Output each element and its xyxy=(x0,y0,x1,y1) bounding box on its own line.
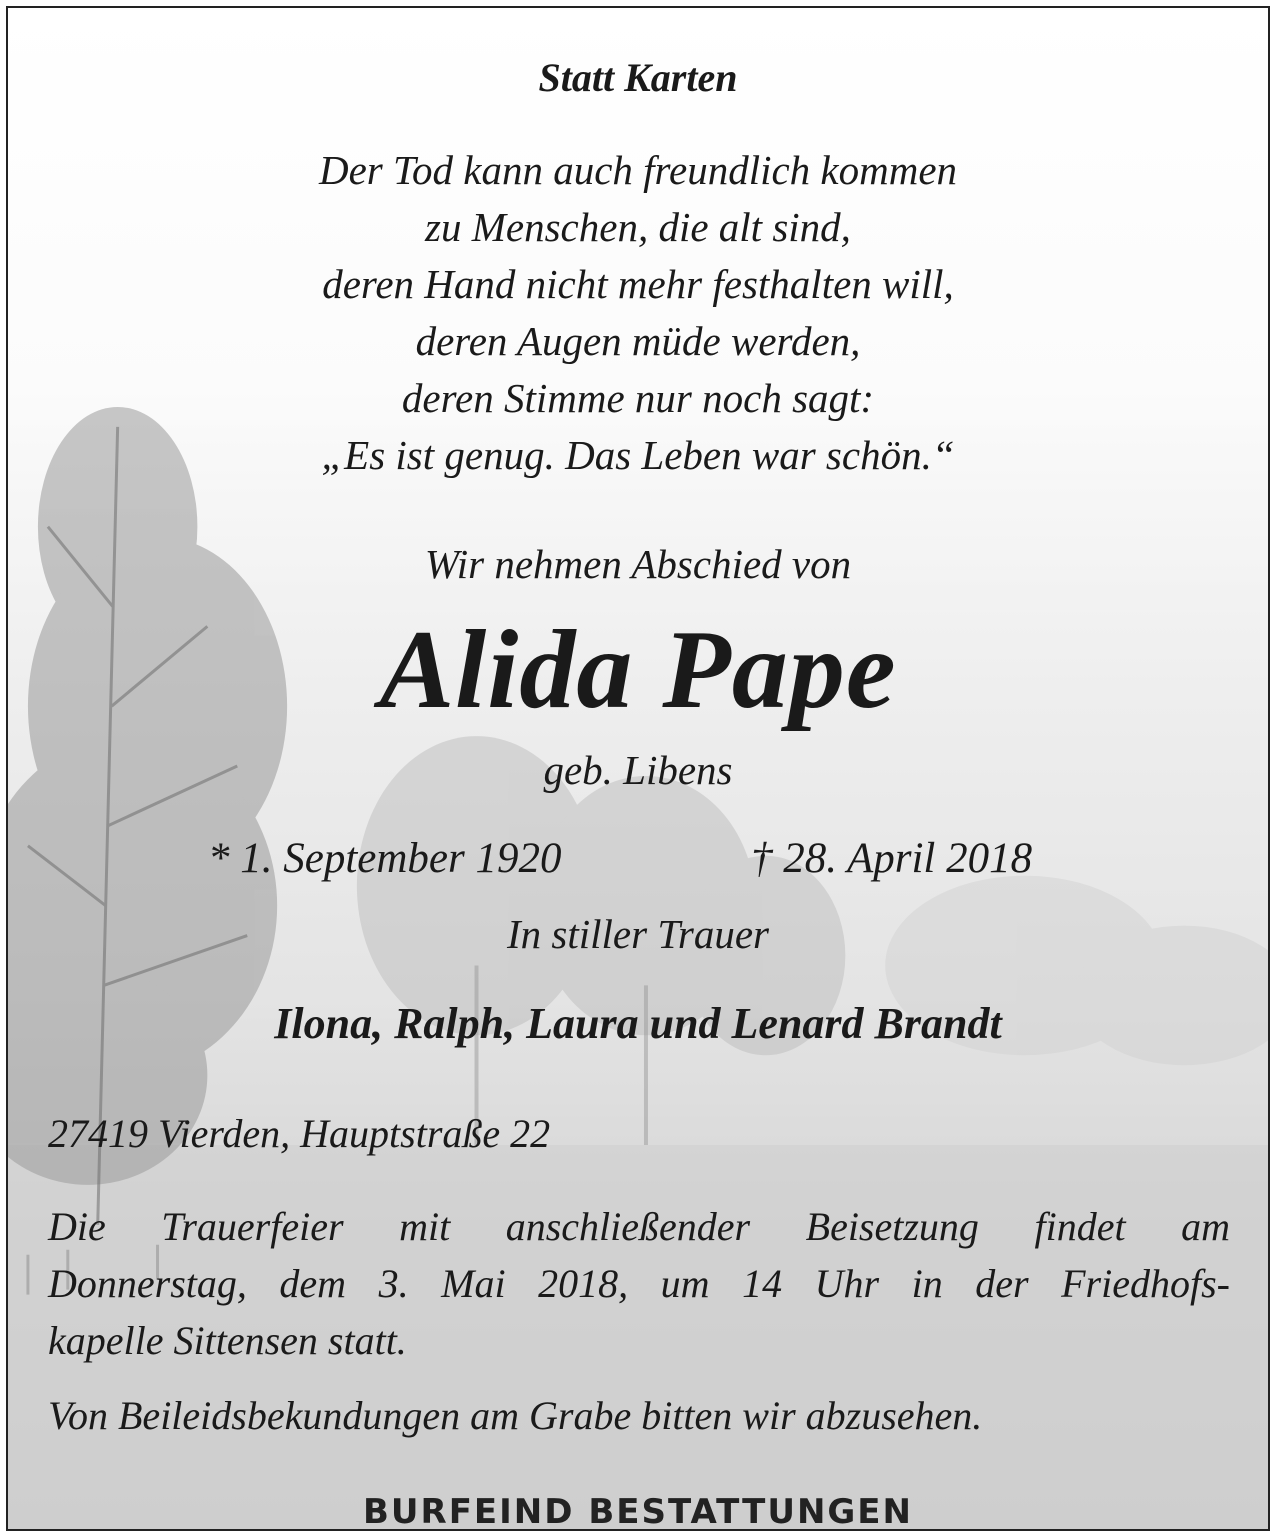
family-names: Ilona, Ralph, Laura und Lenard Brandt xyxy=(274,999,1002,1048)
service-line: kapelle Sittensen statt. xyxy=(48,1318,407,1363)
mourning-line: In stiller Trauer xyxy=(507,911,769,957)
poem-line: deren Stimme nur noch sagt: xyxy=(401,375,875,421)
service-info xyxy=(48,1198,1230,1369)
death-date: † 28. April 2018 xyxy=(751,835,1033,882)
funeral-home-logo: BURFEIND BESTATTUNGEN xyxy=(363,1492,913,1531)
poem-line: „Es ist genug. Das Leben war schön.“ xyxy=(321,432,955,478)
maiden-name: geb. Libens xyxy=(543,747,733,793)
condolence-note: Von Beileidsbekundungen am Grabe bitten wir abzusehen. xyxy=(48,1393,983,1438)
birth-date: * 1. September 1920 xyxy=(208,835,562,882)
poem-line: deren Hand nicht mehr festhalten will, xyxy=(322,261,954,307)
poem-line: Der Tod kann auch freundlich kommen xyxy=(318,147,958,193)
service-line: Die Trauerfeier mit anschließender Beisetzung findet am xyxy=(48,1204,1230,1249)
poem xyxy=(8,142,1268,484)
farewell-intro: Wir nehmen Abschied von xyxy=(424,541,852,587)
address: 27419 Vierden, Hauptstraße 22 xyxy=(48,1111,551,1156)
obituary-card xyxy=(6,6,1270,1531)
poem-line: zu Menschen, die alt sind, xyxy=(425,204,851,250)
heading: Statt Karten xyxy=(538,55,738,100)
service-line: Donnerstag, dem 3. Mai 2018, um 14 Uhr in der Friedhofs- xyxy=(48,1261,1230,1306)
deceased-name: Alida Pape xyxy=(379,608,897,732)
poem-line: deren Augen müde werden, xyxy=(415,318,861,364)
